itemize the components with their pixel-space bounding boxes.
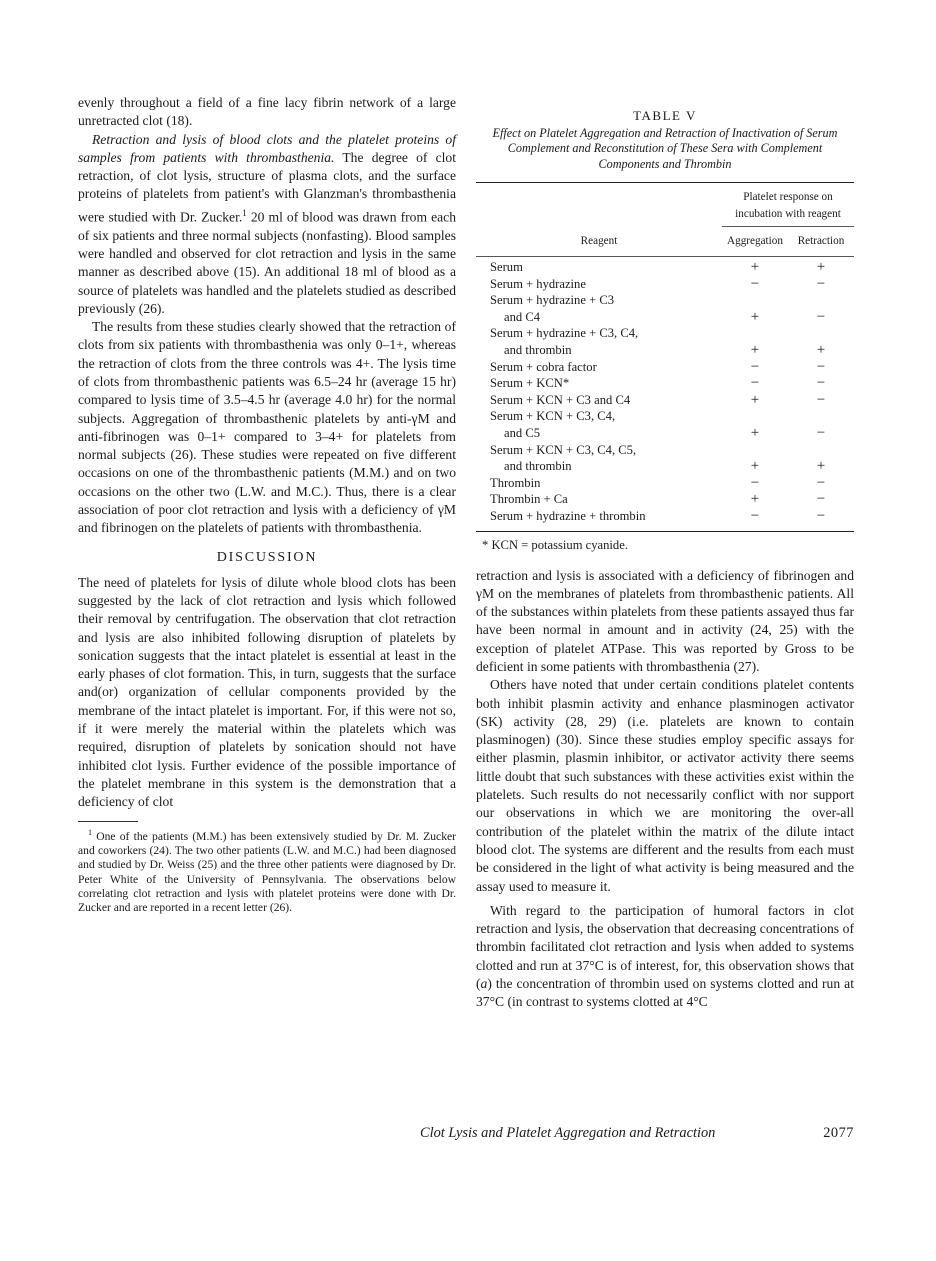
aggregation-cell: + [750, 391, 760, 408]
reagent-cell-continuation: and thrombin [504, 459, 572, 474]
retraction-cell-blank [788, 325, 854, 342]
reagent-cell-continuation: and thrombin [504, 342, 572, 357]
retraction-cell: − [816, 424, 826, 441]
retraction-cell: + [816, 259, 826, 275]
reagent-cell: Thrombin [490, 475, 541, 490]
footnote-reference: 1 [242, 207, 247, 218]
table-title: TABLE V [633, 108, 697, 123]
right-column [476, 100, 854, 1012]
table-row [476, 359, 854, 376]
footnote-mark: 1 [88, 827, 92, 837]
aggregation-cell: − [750, 275, 760, 292]
paragraph-others: Others have noted that under certain conditions platelet contents both inhibit plasmin activity and enhance plasminogen activator (SK) activity (28, 29) (i.e. platelets are known to contain plasminogen) (30). Since these studies employ specific assays for either plasmin, plasmin inhibitor, or activator activity there seems little doubt that such substances with these activities exist within the platelets. Such results do not necessarily conflict with nor support our observations in which we are monitoring the over-all contribution of the platelet within the matrix of the dilute intact blood clot. The systems are different and the results from each must be considered in the light of what activity is being measured and the assay used to measure it. [476, 677, 854, 894]
paragraph-continued: evenly throughout a field of a fine lacy fibrin network of a large unretracted clot (18). [78, 95, 456, 129]
retraction-cell: + [816, 458, 826, 475]
retraction-cell: − [816, 275, 826, 292]
aggregation-cell: + [750, 458, 760, 475]
retraction-cell-blank [788, 292, 854, 309]
aggregation-cell: + [750, 424, 760, 441]
table-row [476, 259, 854, 276]
table-row [476, 292, 854, 309]
table-caption: Effect on Platelet Aggregation and Retraction of Inactivation of Serum Complement and Reconstitution of These Sera with Complement Components and Thrombin [492, 126, 838, 171]
retraction-cell: − [816, 375, 826, 392]
retraction-cell: − [816, 491, 826, 508]
aggregation-cell: − [750, 474, 760, 491]
reagent-cell: Serum + hydrazine [490, 276, 586, 291]
table-footnote: * KCN = potassium cyanide. [482, 537, 628, 552]
table-row [476, 508, 854, 525]
footnote-divider [78, 821, 138, 822]
reagent-cell: Serum + hydrazine + C3 [490, 293, 615, 308]
retraction-cell: − [816, 474, 826, 491]
reagent-cell: Thrombin + Ca [490, 492, 568, 507]
footnote-text: One of the patients (M.M.) has been extensively studied by Dr. M. Zucker and coworkers (24). The two other patients (L.W. and M.C.) had been diagnosed and studied by Dr. Weiss (25) and the three other patients were diagnosed by Dr. Peter White of the University of Pennsylvania. The observations below correlating clot retraction and lysis with platelet proteins were done with Dr. Zucker and are reported in a recent letter (26). [78, 829, 456, 915]
paragraph-text-tail: 20 ml of blood was drawn from each of six patients and three normal subjects (nonfasting). Blood samples were handled and observed for clot retraction and lysis in the same manner as described above (15). An additional 18 ml of blood as a source of platelets was handled and the platelets studied as described previously (26). [78, 209, 456, 316]
table-row-continuation [476, 458, 854, 475]
paragraph-results: The results from these studies clearly showed that the retraction of clots from six patients with thrombasthenia was only 0–1+, whereas the retraction of clots from the three controls was 4+. The lysis time of clots from thrombasthenic patients was 6.5–24 hr (average 15 hr) compared to lysis time of 3.5–4.5 hr (average 4.0 hr) for the normal subjects. Aggregation of thrombasthenic platelets by anti-γM and anti-fibrinogen was 0–1+ compared to 3–4+ for platelets from normal subjects (26). These studies were repeated on five different occasions on one of the thrombasthenic patients (M.M.) and on two occasions on the other two (L.W. and M.C.). Thus, there is a clear association of poor clot retraction and lysis with a deficiency of γM and fibrinogen on the platelets of patients with thrombasthenia. [78, 319, 456, 536]
reagent-cell: Serum + KCN + C3 and C4 [490, 392, 631, 407]
retraction-cell: − [816, 391, 826, 408]
reagent-cell: Serum + cobra factor [490, 359, 597, 374]
reagent-cell: Serum + hydrazine + thrombin [490, 508, 646, 523]
retraction-cell: − [816, 358, 826, 375]
paragraph-continued-right: retraction and lysis is associated with a deficiency of fibrinogen and γM on the membranes of platelets from thrombasthenic patients. All of the substances within platelets from these patients assayed thus far have been normal in amount and in activity (24, 25) with the exception of platelet ATPase. This was reported by Gross to be deficient in some patients with thrombasthenia (27). [476, 567, 854, 674]
paragraph-thrombasthenia [78, 131, 456, 319]
aggregation-cell: − [750, 358, 760, 375]
aggregation-cell-blank [722, 325, 788, 342]
page-number: 2077 [823, 1125, 854, 1141]
reagent-cell: Serum + KCN + C3, C4, C5, [490, 442, 637, 457]
table-header-rule [476, 256, 854, 257]
reagent-cell: Serum + KCN* [490, 376, 570, 391]
aggregation-cell-blank [722, 292, 788, 309]
table-row-continuation [476, 425, 854, 442]
aggregation-cell-blank [722, 442, 788, 459]
table-row [476, 442, 854, 459]
section-heading-discussion: DISCUSSION [216, 549, 318, 565]
table-row [476, 325, 854, 342]
aggregation-cell: + [750, 259, 760, 275]
table-row-continuation [476, 342, 854, 359]
retraction-cell: − [816, 308, 826, 325]
table-row [476, 475, 854, 492]
table-row [476, 276, 854, 293]
aggregation-cell: + [750, 341, 760, 358]
table-header-row [476, 227, 854, 256]
aggregation-cell: − [750, 507, 760, 524]
retraction-cell: − [816, 507, 826, 524]
aggregation-cell: − [750, 375, 760, 392]
retraction-cell: + [816, 341, 826, 358]
table-row [476, 491, 854, 508]
footnote [78, 826, 456, 916]
table-header-group [476, 183, 854, 227]
reagent-cell-continuation: and C5 [504, 425, 541, 440]
reagent-cell-continuation: and C4 [504, 309, 541, 324]
running-title: Clot Lysis and Platelet Aggregation and Retraction [420, 1125, 716, 1141]
table-row-continuation [476, 309, 854, 326]
column-header-reagent: Reagent [580, 235, 618, 248]
retraction-cell-blank [788, 408, 854, 425]
table-row [476, 375, 854, 392]
left-column [78, 94, 456, 916]
column-header-retraction: Retraction [788, 227, 854, 256]
table-row [476, 408, 854, 425]
reagent-cell: Serum + KCN + C3, C4, [490, 409, 616, 424]
reagent-cell: Serum + hydrazine + C3, C4, [490, 326, 639, 341]
aggregation-cell: + [750, 308, 760, 325]
paragraph-text: The degree of clot retraction, of clot lysis, structure of plasma clots, and the surface proteins of platelets from patient's with Glanzman's thrombasthenia were studied with Dr. Zucker. [78, 149, 456, 225]
aggregation-cell: + [750, 491, 760, 508]
data-table-body [476, 259, 854, 525]
aggregation-cell-blank [722, 408, 788, 425]
paragraph-humoral: With regard to the participation of humoral factors in clot retraction and lysis, the observation that decreasing concentrations of thrombin facilitated clot retraction and lysis when added to systems clotted and run at 37°C is of interest, for, this observation shows that (a) the concentration of thrombin used on systems clotted and run at 37°C (in contrast to systems clotted at 4°C [476, 902, 854, 1010]
reagent-cell: Serum [490, 260, 523, 274]
group-header: Platelet response on incubation with reagent [735, 191, 841, 220]
data-table [476, 183, 854, 256]
table-bottom-rule [476, 531, 854, 532]
retraction-cell-blank [788, 442, 854, 459]
column-header-aggregation: Aggregation [722, 227, 788, 256]
paragraph-run-in-heading: Retraction and lysis of blood clots and the platelet proteins of samples from patients with thrombasthenia. [78, 131, 456, 165]
paragraph-discussion: The need of platelets for lysis of dilute whole blood clots has been suggested by the lack of clot retraction and lysis which followed their removal by centrifugation. The observation that clot retraction and lysis are also inhibited following disruption of platelets by sonication suggests that the intact platelet is essential at least in the early phases of clot formation. This, in turn, suggests that the surface and(or) organization of cellular components provided by the membrane of the intact platelet is important. For, if this were not so, if it were merely the material within the platelets which was required, disruption of platelets by sonication should not have inhibited clot lysis. Further evidence of the possible importance of the platelet membrane in this system is the demonstration that a deficiency of clot [78, 574, 456, 810]
table-row [476, 392, 854, 409]
